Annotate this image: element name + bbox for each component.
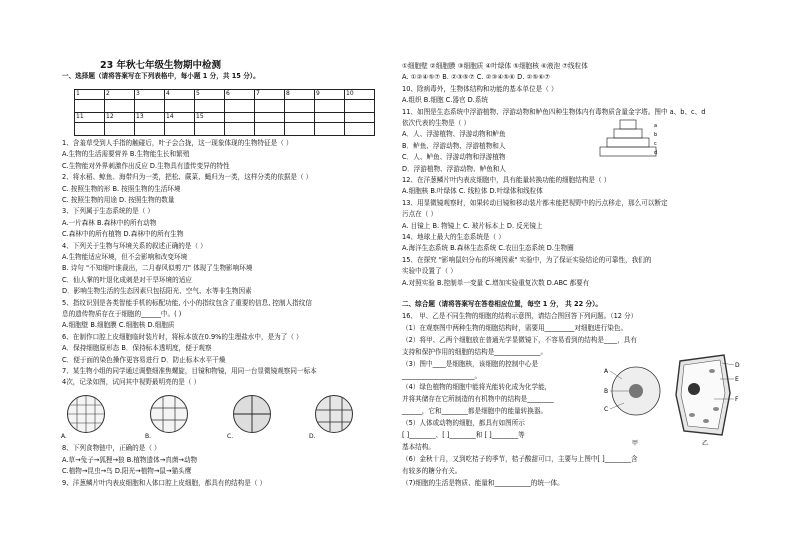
view-label: A. bbox=[61, 433, 67, 440]
question-line: C.植物→昆虫→鸟 D.阳光→植物→鼠→猫头鹰 bbox=[62, 467, 192, 476]
figure-label: F bbox=[735, 396, 739, 403]
question-line: B. 诗句 "不知细叶谁裁出，二月春风似剪刀" 体现了生物影响环境 bbox=[62, 264, 253, 273]
pyramid-label: b bbox=[654, 132, 658, 138]
question-line: 支持和保护作用的细胞的结构是______________。 bbox=[402, 347, 548, 356]
table-cell[interactable]: 2 bbox=[105, 90, 135, 100]
question-line: ______，它和________都是细胞中的能量转换器。 bbox=[402, 407, 548, 416]
question-line: 2、将水稻、鲸鱼、海带归为一类，把松、蕨菜、蝇归为一类，这样分类的依据是（ ） bbox=[62, 173, 313, 182]
table-cell[interactable]: 1 bbox=[75, 90, 105, 100]
question-line: A.对照实验 B.控制单一变量 C.增加实验重复次数 D.ABC 都要有 bbox=[402, 278, 590, 287]
table-cell[interactable] bbox=[165, 123, 195, 136]
table-cell[interactable] bbox=[225, 100, 255, 113]
table-cell[interactable]: 15 bbox=[195, 113, 225, 123]
question-line: （5）人体或动物的细胞，都具有如图所示 bbox=[402, 419, 525, 428]
question-line: 14、地球上最大的生态系统是（ ） bbox=[402, 233, 505, 241]
question-line: A. 目镜上 B. 物镜上 C. 玻片标本上 D. 反光镜上 bbox=[402, 221, 543, 230]
table-cell[interactable]: 3 bbox=[135, 90, 165, 100]
question-line: 并将其储存在它所制造的有机物中的结构是________ bbox=[402, 395, 554, 404]
table-cell[interactable]: 13 bbox=[135, 113, 165, 123]
question-line: A.组织 B.细胞 C.器官 D.系统 bbox=[402, 96, 489, 105]
question-line: A.草→兔子→狐狸→狼 B.植物遗体→真菌→动物 bbox=[62, 455, 198, 464]
question-line: （2）将甲、乙两个细胞放在普通光学显微镜下，不容易看到的结构是____，具有 bbox=[402, 335, 637, 344]
question-line: C．人、鲈鱼、浮游动物和浮游植物 bbox=[402, 153, 506, 162]
view-label: C. bbox=[227, 433, 234, 440]
table-cell[interactable] bbox=[345, 100, 375, 113]
question-line: ①细胞壁 ②细胞膜 ③细胞质 ④叶绿体 ⑤细胞核 ⑥液泡 ⑦线粒体 bbox=[402, 62, 588, 70]
question-line: 息的遗传物质存在于细胞的______中。( ) bbox=[62, 310, 182, 318]
figure-caption: 乙 bbox=[702, 440, 709, 447]
question-line: A．人、浮游植物、浮游动物和鲈鱼 bbox=[402, 130, 506, 139]
table-cell[interactable]: 4 bbox=[165, 90, 195, 100]
table-cell[interactable] bbox=[75, 123, 105, 136]
table-cell[interactable] bbox=[75, 100, 105, 113]
view-a bbox=[67, 395, 105, 433]
table-cell[interactable]: 12 bbox=[105, 113, 135, 123]
table-row bbox=[75, 100, 375, 113]
table-cell[interactable]: 6 bbox=[225, 90, 255, 100]
view-b bbox=[150, 395, 188, 433]
pyramid-label: d bbox=[654, 150, 658, 156]
question-line: C．仙人掌的叶退化成刺是对干旱环境的适应 bbox=[62, 275, 192, 284]
table-cell[interactable] bbox=[195, 123, 225, 136]
view-label: D. bbox=[309, 433, 316, 440]
table-cell[interactable] bbox=[255, 123, 285, 136]
question-line: 基本结构。 bbox=[402, 442, 435, 451]
question-line: （1）在观察图中两种生物的细胞结构时，需要用_________对细胞进行染色。 bbox=[402, 323, 628, 332]
question-line: C.生物能对外界刺激作出反应 D.生物具有遗传变异的特性 bbox=[62, 161, 230, 170]
question-line: B．鲈鱼、浮游动物、浮游植物和人 bbox=[402, 141, 506, 150]
table-cell[interactable] bbox=[105, 100, 135, 113]
question-line: 3、下列属于生态系统的是（ ） bbox=[62, 207, 155, 216]
question-line: 实验中设置了（ ） bbox=[402, 267, 457, 276]
table-cell[interactable]: 14 bbox=[165, 113, 195, 123]
table-cell[interactable] bbox=[165, 100, 195, 113]
table-cell[interactable] bbox=[345, 123, 375, 136]
question-line: 有较多的糖分有关。 bbox=[402, 466, 462, 475]
cell-grid-icon bbox=[68, 396, 104, 432]
table-cell[interactable] bbox=[345, 113, 375, 123]
question-line: （3）图中____是细胞核，该细胞的控制中心是 bbox=[402, 359, 539, 368]
cell-grid-icon bbox=[234, 396, 270, 432]
question-line: 16、 甲、乙是不同生物的细胞的结构示意图，请结合图回答下列问题。（12 分） bbox=[402, 312, 638, 320]
table-cell[interactable] bbox=[135, 100, 165, 113]
question-line: 10、除病毒外，生物体结构和功能的基本单位是（ ） bbox=[402, 84, 558, 93]
question-line: 9、洋葱鳞片叶内表皮细胞和人体口腔上皮细胞，都具有的结构是（ ） bbox=[62, 478, 267, 487]
question-line: A.细胞核 B.叶绿体 C. 线粒体 D.叶绿体和线粒体 bbox=[402, 187, 543, 196]
plant-nucleus bbox=[688, 383, 700, 395]
question-line: C.森林中的所有植物 D.森林中的所有生物 bbox=[62, 230, 184, 239]
question-line: （7)细胞的生活是物质、能量和___________的统一体。 bbox=[402, 478, 564, 487]
question-line: 4次，记录如图，试问其中视野最明亮的是（ ） bbox=[62, 378, 201, 387]
page-title: 23 年秋七年级生物期中检测 bbox=[100, 60, 222, 71]
view-label: B. bbox=[145, 433, 152, 440]
table-cell[interactable] bbox=[315, 100, 345, 113]
question-line: C. 按照生物的用途 D. 按照生物的数量 bbox=[62, 196, 175, 204]
question-line: A.生物能适应环境，但不会影响和改变环境 bbox=[62, 253, 188, 261]
question-line: D．浮游植物、浮游动物、鲈鱼和人 bbox=[402, 164, 506, 173]
table-row bbox=[75, 123, 375, 136]
question-line: 6、在制作口腔上皮细胞临时装片时，将标本放在0.9%的生理盐水中，是为了（ ） bbox=[62, 332, 303, 341]
table-cell[interactable] bbox=[285, 113, 315, 123]
question-line: 污点在（ ） bbox=[402, 210, 438, 219]
question-line: D．影响生物生活的生态因素只包括阳光、空气、水等非生物因素 bbox=[62, 287, 252, 296]
question-line: （4）绿色植物的细胞中能将光能转化成为化学能， bbox=[402, 383, 552, 392]
figure-label: C bbox=[604, 406, 609, 413]
section1-header: 一、选择题（请将答案写在下列表格中，每小题 1 分，共 15 分）。 bbox=[62, 72, 260, 80]
question-line: （6）金秋十月，又到吃桔子的季节，桔子酸甜可口，主要与上图中[ ]________含 bbox=[402, 454, 638, 463]
table-cell[interactable] bbox=[135, 123, 165, 136]
table-row bbox=[75, 113, 375, 123]
table-cell[interactable] bbox=[285, 100, 315, 113]
table-cell[interactable]: 8 bbox=[285, 90, 315, 100]
left-column bbox=[62, 0, 392, 550]
figure-caption: 甲 bbox=[632, 440, 639, 447]
pyramid-diagram bbox=[598, 118, 658, 166]
question-line: 15、在探究 "影响鼠妇分布的环境因素" 实验中，为了保证实验结论的可靠性，我们的 bbox=[402, 255, 652, 264]
question-line: A.海洋生态系统 B.森林生态系统 C.农田生态系统 D.生物圈 bbox=[402, 244, 574, 253]
figure-label: D bbox=[735, 362, 740, 369]
question-line: 7、某生物小组的同学通过调整细准焦螺旋，目镜和物镜，用同一台显微镜观察同一标本 bbox=[62, 367, 317, 375]
animal-nucleus bbox=[629, 384, 643, 398]
question-line: A.细胞壁 B.细胞膜 C.细胞核 D.细胞质 bbox=[62, 321, 175, 330]
question-line: C．便于面的染色操作更容易进行 D．防止标本水平干燥 bbox=[62, 355, 226, 364]
question-line: 12、在洋葱鳞片叶内表皮细胞中，具有能量转换功能的细胞结构是（ ） bbox=[402, 176, 611, 184]
question-line: 5、指纹识别是各类智能手机的标配功能, 小小的指纹包含了重要的信息, 控制人指纹信 bbox=[62, 298, 312, 307]
microscope-views bbox=[61, 395, 390, 445]
question-line: 4、下列关于生物与环境关系的叙述正确的是（ ） bbox=[62, 241, 207, 250]
table-cell[interactable]: 7 bbox=[255, 90, 285, 100]
table-row bbox=[75, 90, 375, 100]
question-line: ______________________。 bbox=[402, 371, 482, 380]
table-cell[interactable] bbox=[105, 123, 135, 136]
table-cell[interactable]: 11 bbox=[75, 113, 105, 123]
question-line: [ ]________、[ ]________和 [ ]________等 bbox=[402, 431, 525, 439]
view-c bbox=[233, 395, 271, 433]
table-cell[interactable] bbox=[225, 123, 255, 136]
figure-label: B bbox=[604, 388, 609, 395]
table-cell[interactable] bbox=[225, 113, 255, 123]
figure-label: E bbox=[735, 376, 739, 383]
table-cell[interactable]: 10 bbox=[345, 90, 375, 100]
table-cell[interactable]: 5 bbox=[195, 90, 225, 100]
question-line: 13、用显微镜观察时，如果转动目镜和移动装片都未能把视野中的污点移走，那么可以断定 bbox=[402, 198, 668, 207]
cell-grid-icon bbox=[316, 396, 352, 432]
cell-structure-figure bbox=[602, 349, 742, 449]
pyramid-label: a bbox=[654, 123, 658, 129]
answer-table bbox=[74, 89, 375, 136]
question-line: 8、下列食物链中，正确的是（ ） bbox=[62, 444, 161, 452]
question-line: A.生物的生活需要营养 B.生物能生长和繁殖 bbox=[62, 150, 190, 159]
question-line: A.一片森林 B.森林中的所有动物 bbox=[62, 218, 157, 227]
table-cell[interactable] bbox=[315, 123, 345, 136]
figure-label: A bbox=[604, 368, 609, 375]
cell-grid-icon bbox=[151, 396, 187, 432]
table-cell[interactable]: 9 bbox=[315, 90, 345, 100]
section2-header: 二、综合题（请将答案写在答卷相应位置，每空 1 分， 共 22 分）。 bbox=[402, 300, 602, 308]
table-cell[interactable] bbox=[255, 113, 285, 123]
question-line: 11、如图是生态系统中浮游植物、浮游动物和鲈鱼四种生物体内有毒物质含量金字塔。图中 a、b、c、d bbox=[402, 107, 706, 116]
table-cell[interactable] bbox=[315, 113, 345, 123]
table-cell[interactable] bbox=[285, 123, 315, 136]
question-line: A．保持细胞原形态 B．保持标本透明度，便于观察 bbox=[62, 344, 212, 353]
view-d bbox=[315, 395, 353, 433]
question-line: 依次代表的生物是（ ） bbox=[402, 119, 471, 127]
pyramid-label: c bbox=[654, 141, 657, 147]
question-line: A. ①②④⑤⑦ B. ②③⑤⑦ C. ②③④⑤⑥ D. ②⑤⑥⑦ bbox=[402, 73, 551, 82]
table-cell[interactable] bbox=[195, 100, 225, 113]
right-column bbox=[402, 0, 752, 550]
table-cell[interactable] bbox=[255, 100, 285, 113]
question-line: 1、含羞草受到人手指的触碰后，叶子会合拢，这一现象体现的生物特征是（ ） bbox=[62, 139, 293, 147]
question-line: C. 按照生物的形 B. 按照生物的生活环境 bbox=[62, 184, 181, 193]
